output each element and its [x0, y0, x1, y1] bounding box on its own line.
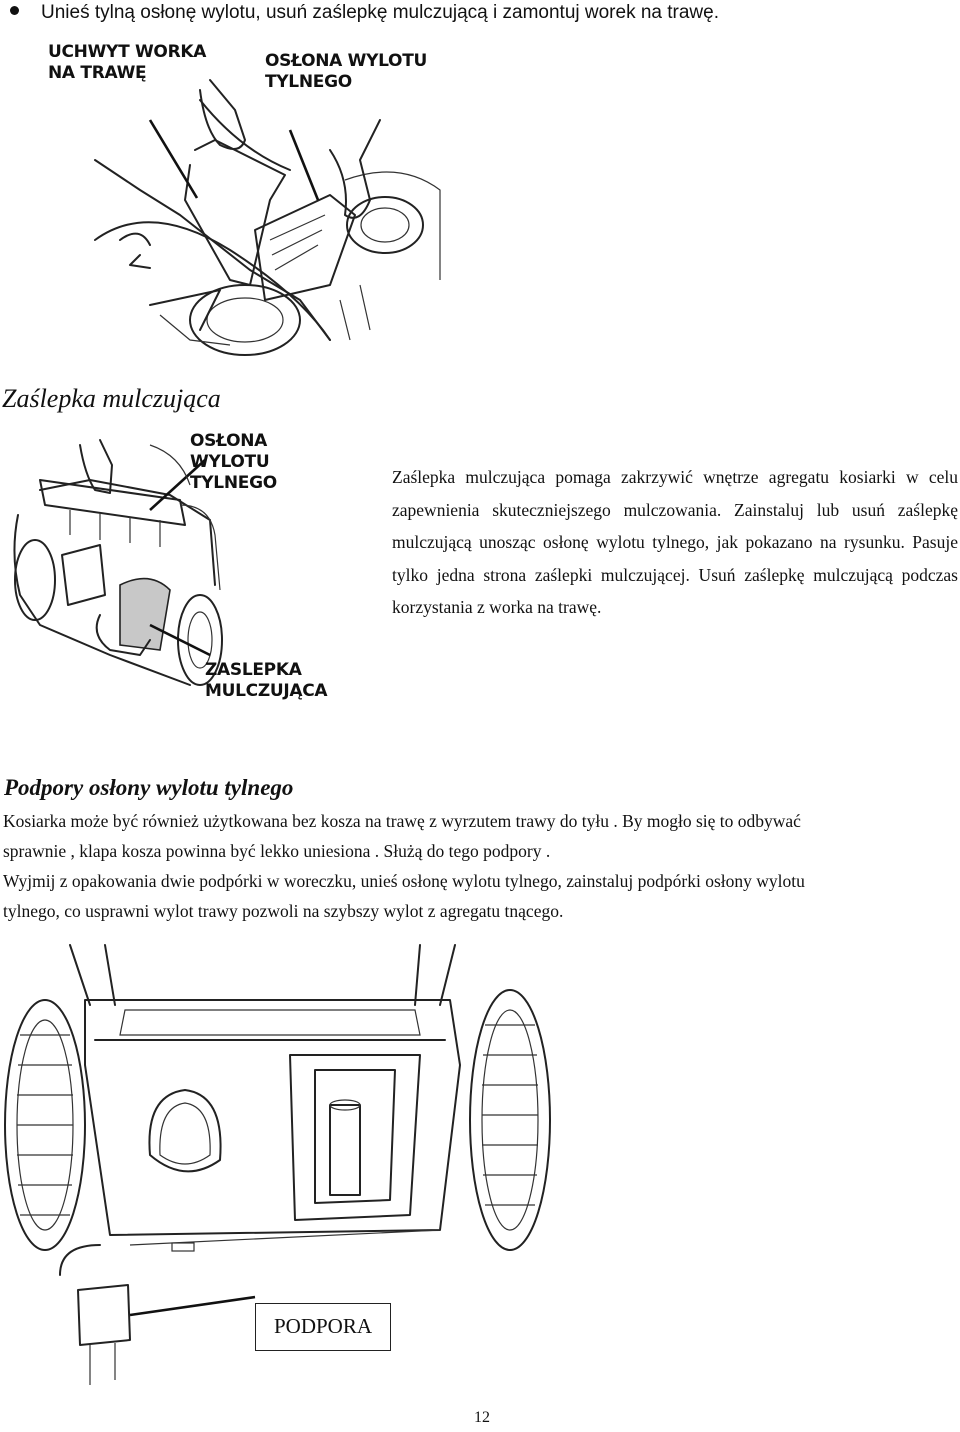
heading-rear-cover-supports: Podpory osłony wylotu tylnego: [4, 775, 294, 800]
label-rear-cover: [265, 51, 427, 93]
supports-line-2: sprawnie , klapa kosza powinna być lekko uniesiona . Służą do tego podpory .: [3, 841, 551, 861]
mulching-plug-paragraph: Zaślepka mulczująca pomaga zakrzywić wnętrze agregatu kosiarki w celu zapewnienia skuteczniejszego mulczowania. Zainstaluj lub usuń zaślepkę mulczującą unosząc osłonę wylotu tylnego, jak pokazano na rysunku. Pasuje tylko jedna strona zaślepki mulczującej. Usuń zaślepkę mulczującą podczas korzystania z worka na trawę.: [392, 467, 958, 618]
supports-text: [3, 806, 958, 926]
label-mulching-plug-line2: MULCZUJĄCA: [205, 681, 328, 701]
label-rear-cover-2: [190, 431, 340, 494]
instruction-bullet: [10, 2, 719, 24]
bullet-icon: [10, 6, 19, 15]
figure-rear-support: [0, 945, 560, 1405]
label-rear-cover-line1: OSŁONA WYLOTU: [265, 51, 427, 71]
supports-line-3: Wyjmij z opakowania dwie podpórki w woreczku, unieś osłonę wylotu tylnego, zainstaluj podpórki osłony wylotu: [3, 871, 805, 891]
instruction-text: Unieś tylną osłonę wylotu, usuń zaślepkę mulczującą i zamontuj worek na trawę.: [41, 2, 719, 23]
figure-mulching-plug: [0, 425, 340, 705]
heading-mulching-plug: Zaślepka mulczująca: [2, 384, 221, 413]
label-bag-handle: [48, 42, 206, 84]
supports-line-4: tylnego, co usprawni wylot trawy pozwoli na szybszy wylot z agregatu tnącego.: [3, 901, 564, 921]
label-support: PODPORA: [255, 1303, 391, 1351]
label-bag-handle-line1: UCHWYT WORKA: [48, 42, 207, 62]
supports-line-1: Kosiarka może być również użytkowana bez kosza na trawę z wyrzutem trawy do tyłu . By mogło się to odbywać: [3, 811, 801, 831]
label-mulching-plug-line1: ZASLEPKA: [205, 660, 302, 680]
label-bag-handle-line2: NA TRAWĘ: [48, 63, 147, 83]
figure-bag-installation: [0, 40, 520, 350]
mower-bag-illustration: [0, 40, 520, 350]
label-rear-cover-2-line2: TYLNEGO: [190, 473, 277, 493]
label-rear-cover-line2: TYLNEGO: [265, 72, 352, 92]
label-mulching-plug: [205, 660, 327, 702]
label-rear-cover-2-line1: OSŁONA WYLOTU: [190, 431, 270, 472]
page-number: 12: [474, 1409, 490, 1426]
